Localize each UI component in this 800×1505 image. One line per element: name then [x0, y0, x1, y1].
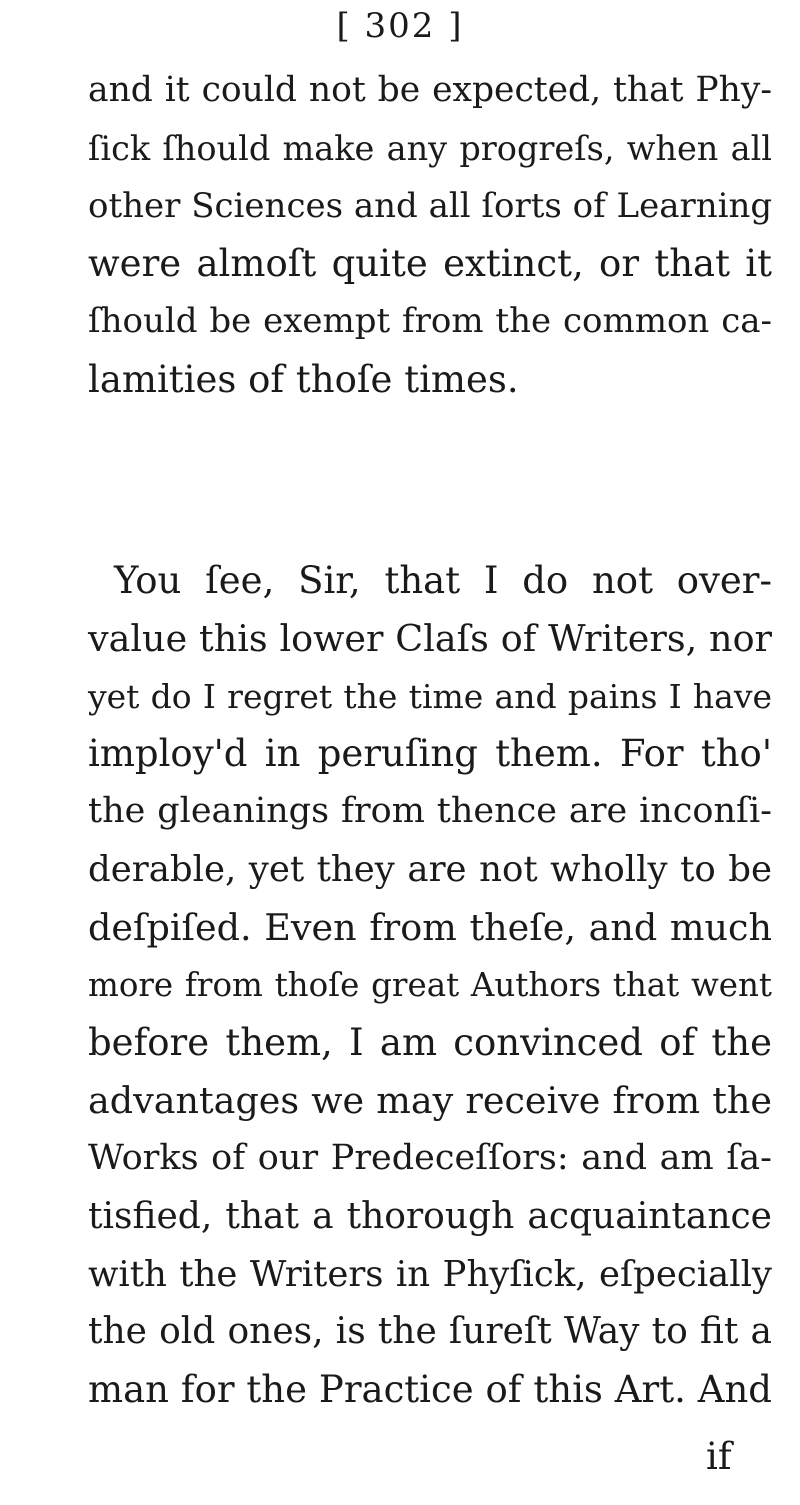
text-line: ſhould be exempt from the common ca- [88, 301, 772, 342]
text-line: value this lower Claſs of Writers, nor [88, 616, 772, 660]
text-line: were almoſt quite extinct, or that it [88, 242, 772, 286]
text-line: lamities of thoſe times. [88, 357, 519, 401]
text-line: and it could not be expected, that Phy- [88, 70, 772, 110]
text-line: more from thoſe great Authors that went [88, 965, 772, 1004]
text-line: derable, yet they are not wholly to be [88, 848, 772, 890]
text-line: Works of our Predeceſſors: and am ſa- [88, 1137, 772, 1178]
text-line: You ſee, Sir, that I do not over- [114, 559, 772, 602]
text-line: imploy'd in peruſing them. For tho' [88, 732, 772, 776]
text-line: deſpiſed. Even from theſe, and much [88, 905, 772, 949]
text-line: the old ones, is the ſureſt Way to fit a [88, 1311, 772, 1353]
paragraph-1 [88, 62, 772, 409]
page-number: [ 302 ] [336, 6, 464, 46]
catchword: if [706, 1435, 732, 1478]
text-line: advantages we may receive from the [88, 1079, 772, 1123]
text-line: yet do I regret the time and pains I have [88, 676, 772, 716]
text-line: tisfied, that a thorough acquaintance [88, 1195, 772, 1237]
paragraph-2 [88, 552, 772, 1419]
text-line: the gleanings from thence are inconſi- [88, 791, 772, 832]
text-line: man for the Practice of this Art. And [88, 1368, 772, 1412]
text-line: with the Writers in Phyſick, eſpecially [88, 1253, 772, 1295]
text-line: other Sciences and all ſorts of Learning [88, 185, 773, 226]
text-line: before them, I am convinced of the [88, 1021, 772, 1065]
text-line: ſick ſhould make any progreſs, when all [88, 128, 772, 168]
